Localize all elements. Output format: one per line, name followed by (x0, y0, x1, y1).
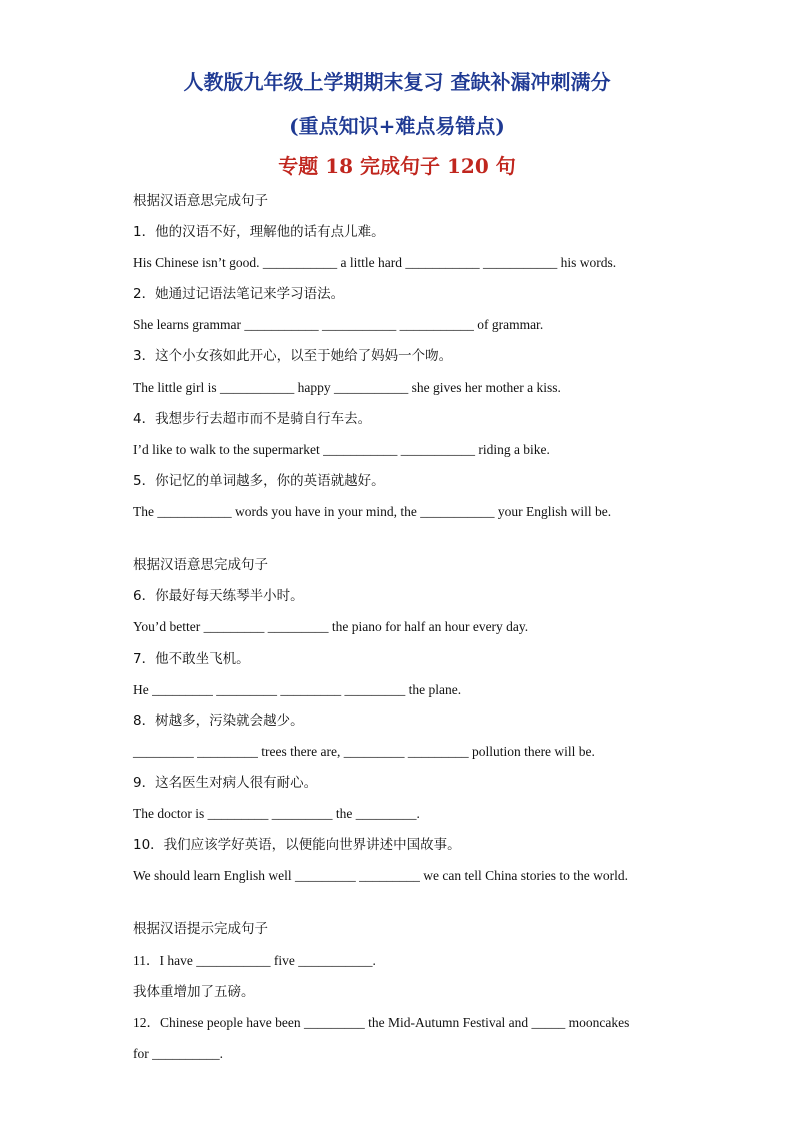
answer-line: The little girl is ___________ happy ___________ she gives her mother a kiss. (133, 380, 561, 395)
answer-line: His Chinese isn’t good. ___________ a little hard ___________ ___________ his words. (133, 255, 617, 270)
answer-line: I’d like to walk to the supermarket ___________ ___________ riding a bike. (133, 442, 550, 457)
document-title: 人教版九年级上学期期末复习 查缺补漏冲刺满分 (183, 70, 611, 94)
question-en: 11．I have ___________ five ___________. (133, 953, 376, 968)
question-cn: 10．我们应该学好英语，以便能向世界讲述中国故事。 (133, 837, 461, 853)
question-en-continued: for __________. (133, 1046, 223, 1061)
question-cn: 2．她通过记语法笔记来学习语法。 (133, 286, 345, 302)
question-cn: 9．这名医生对病人很有耐心。 (133, 775, 318, 791)
answer-line: The doctor is _________ _________ the _________. (133, 806, 420, 821)
answer-cn: 我体重增加了五磅。 (133, 984, 255, 1000)
answer-line: The ___________ words you have in your mind, the ___________ your English will be. (133, 504, 612, 519)
document-subtitle: (重点知识+难点易错点) (289, 114, 505, 138)
answer-line: He _________ _________ _________ _________ the plane. (133, 682, 462, 697)
question-cn: 5．你记忆的单词越多，你的英语就越好。 (133, 473, 385, 489)
answer-line: We should learn English well _________ _________ we can tell China stories to the world. (133, 868, 628, 883)
question-cn: 8．树越多，污染就会越少。 (133, 713, 304, 729)
section-heading: 根据汉语提示完成句子 (133, 921, 268, 937)
answer-line: She learns grammar ___________ ___________ ___________ of grammar. (133, 317, 544, 332)
question-cn: 3．这个小女孩如此开心，以至于她给了妈妈一个吻。 (133, 348, 453, 364)
question-cn: 7．他不敢坐飞机。 (133, 651, 250, 667)
section-heading: 根据汉语意思完成句子 (133, 193, 268, 209)
question-cn: 6．你最好每天练琴半小时。 (133, 588, 304, 604)
question-cn: 4．我想步行去超市而不是骑自行车去。 (133, 411, 372, 427)
question-en: 12．Chinese people have been _________ the Mid-Autumn Festival and _____ mooncakes (133, 1015, 630, 1030)
section-heading: 根据汉语意思完成句子 (133, 557, 268, 573)
topic-title: 专题 18 完成句子 120 句 (278, 154, 516, 178)
question-cn: 1．他的汉语不好，理解他的话有点儿难。 (133, 224, 385, 240)
answer-line: _________ _________ trees there are, _________ _________ pollution there will be. (133, 744, 595, 759)
answer-line: You’d better _________ _________ the piano for half an hour every day. (133, 619, 529, 634)
